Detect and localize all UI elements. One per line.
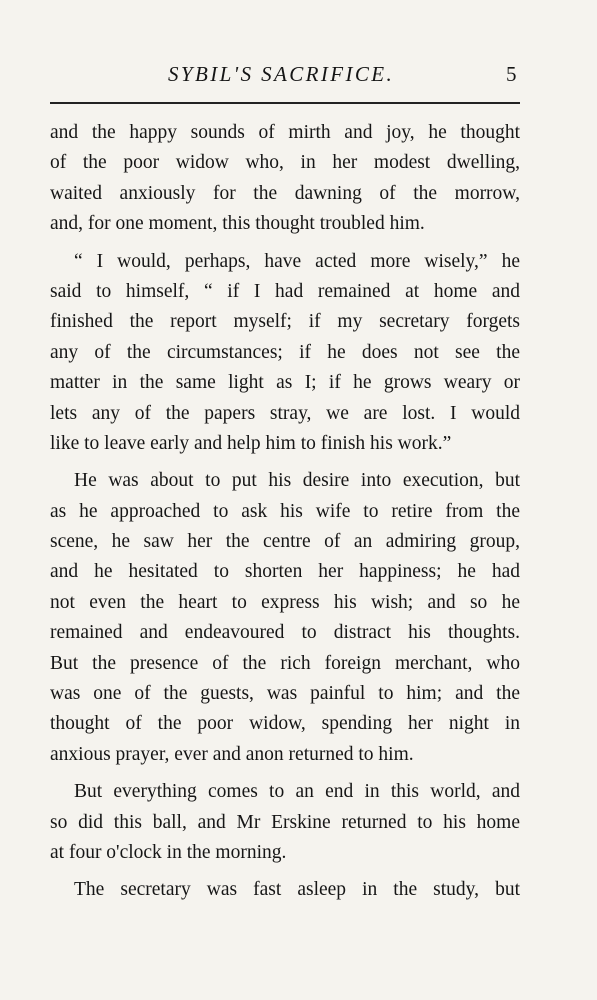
page-number: 5 xyxy=(506,62,517,86)
text-line: any of the circumstances; if he does not see the xyxy=(50,341,520,363)
text-line: matter in the same light as I; if he grows weary or xyxy=(50,372,520,394)
header-rule xyxy=(50,102,520,104)
text-line: as he approached to ask his wife to retire from the xyxy=(50,500,520,522)
text-line: The secretary was fast asleep in the study, but xyxy=(74,879,520,901)
body-text xyxy=(50,118,520,906)
paragraph xyxy=(50,875,520,905)
text-line: scene, he saw her the centre of an admiring group, xyxy=(50,531,520,553)
text-line: remained and endeavoured to distract his thoughts. xyxy=(50,622,520,644)
text-line: so did this ball, and Mr Erskine returned to his home xyxy=(50,811,520,833)
text-line: not even the heart to express his wish; and so he xyxy=(50,591,520,613)
text-line: finished the report myself; if my secretary forgets xyxy=(50,311,520,333)
text-line: and he hesitated to shorten her happiness; he had xyxy=(50,561,520,583)
text-line: But the presence of the rich foreign merchant, who xyxy=(50,652,520,674)
text-line: He was about to put his desire into execution, but xyxy=(74,470,520,492)
text-line: lets any of the papers stray, we are lost. I would xyxy=(50,402,520,424)
paragraph xyxy=(50,466,520,770)
text-line: and the happy sounds of mirth and joy, he thought xyxy=(50,122,520,143)
running-title: SYBIL'S SACRIFICE. xyxy=(168,62,395,86)
text-line: said to himself, “ if I had remained at home and xyxy=(50,280,520,302)
text-line: of the poor widow who, in her modest dwelling, xyxy=(50,152,520,174)
text-line: at four o'clock in the morning. xyxy=(50,841,287,863)
text-line: thought of the poor widow, spending her night in xyxy=(50,713,520,735)
text-line: was one of the guests, was painful to him; and the xyxy=(50,683,520,705)
text-line: and, for one moment, this thought troubled him. xyxy=(50,213,425,235)
text-line: like to leave early and help him to finish his work.” xyxy=(50,432,452,454)
paragraph xyxy=(50,777,520,868)
text-line: “ I would, perhaps, have acted more wisely,” he xyxy=(74,250,520,272)
text-line: anxious prayer, ever and anon returned to him. xyxy=(50,743,414,765)
text-line: waited anxiously for the dawning of the morrow, xyxy=(50,182,520,204)
running-head xyxy=(0,62,597,92)
paragraph xyxy=(50,247,520,460)
paragraph xyxy=(50,118,520,240)
text-line: But everything comes to an end in this world, and xyxy=(74,781,520,803)
